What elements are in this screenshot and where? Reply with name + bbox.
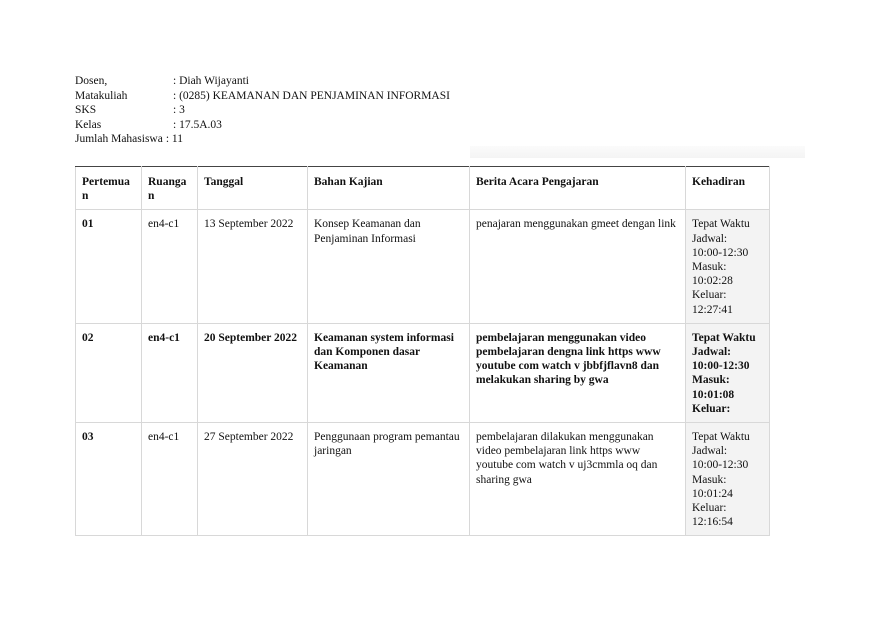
- table-row: [76, 423, 770, 536]
- berita-acara-cell: pembelajaran menggunakan video pembelajaran dengna link https www youtube com watch v jbbfjflavn8 dan melakukan sharing by gwa: [470, 323, 686, 422]
- tanggal-cell: 20 September 2022: [198, 323, 308, 422]
- tanggal-cell: 27 September 2022: [198, 423, 308, 536]
- kelas-label: Kelas: [75, 118, 102, 131]
- kelas-row: [75, 118, 450, 133]
- kehadiran-cell: [686, 210, 770, 323]
- tanggal-cell: 13 September 2022: [198, 210, 308, 323]
- kehadiran-cell: [686, 323, 770, 422]
- matakuliah-value: : (0285) KEAMANAN DAN PENJAMINAN INFORMASI: [173, 89, 450, 102]
- dosen-row: [75, 74, 450, 89]
- kehadiran-keluar-value: 12:27:41: [692, 303, 733, 316]
- bahan-kajian-cell: Keamanan system informasi dan Komponen dasar Keamanan: [308, 323, 470, 422]
- kehadiran-keluar-label: Keluar:: [692, 402, 731, 415]
- berita-acara-cell: penajaran menggunakan gmeet dengan link: [470, 210, 686, 323]
- matakuliah-row: [75, 89, 450, 104]
- bahan-kajian-cell: Penggunaan program pemantau jaringan: [308, 423, 470, 536]
- kehadiran-jadwal-value: 10:00-12:30: [692, 246, 749, 259]
- column-header-berita-acara: Berita Acara Pengajaran: [470, 167, 686, 210]
- column-header-tanggal: Tanggal: [198, 167, 308, 210]
- kehadiran-keluar-label: Keluar:: [692, 502, 727, 515]
- ruangan-cell: en4-c1: [142, 210, 198, 323]
- attendance-table: [75, 166, 770, 536]
- kelas-value: : 17.5A.03: [173, 118, 222, 131]
- berita-acara-cell: pembelajaran dilakukan menggunakan video pembelajaran link https www youtube com watch v uj3cmmla oq dan sharing gwa: [470, 423, 686, 536]
- kehadiran-keluar-value: 12:16:54: [692, 516, 733, 529]
- kehadiran-status: Tepat Waktu: [692, 331, 756, 344]
- table-row: [76, 323, 770, 422]
- matakuliah-label: Matakuliah: [75, 89, 128, 102]
- pertemuan-cell: 03: [76, 423, 142, 536]
- column-header-ruangan: Ruangan: [142, 167, 198, 210]
- kehadiran-masuk-label: Masuk:: [692, 374, 730, 387]
- kehadiran-jadwal-value: 10:00-12:30: [692, 459, 749, 472]
- course-info-header: [75, 74, 450, 147]
- dosen-label: Dosen,: [75, 75, 108, 87]
- pertemuan-cell: 02: [76, 323, 142, 422]
- kehadiran-jadwal-value: 10:00-12:30: [692, 360, 750, 373]
- column-header-pertemuan: Pertemuan: [76, 167, 142, 210]
- column-header-bahan-kajian: Bahan Kajian: [308, 167, 470, 210]
- pertemuan-cell: 01: [76, 210, 142, 323]
- kehadiran-masuk-value: 10:01:24: [692, 487, 733, 500]
- kehadiran-jadwal-label: Jadwal:: [692, 346, 731, 359]
- kehadiran-cell: [686, 423, 770, 536]
- kehadiran-masuk-label: Masuk:: [692, 473, 727, 486]
- decorative-shadow: [470, 146, 805, 158]
- sks-value: : 3: [173, 104, 185, 116]
- jumlah-mahasiswa-label: Jumlah Mahasiswa: [75, 133, 163, 145]
- jumlah-mahasiswa-row: [75, 132, 450, 147]
- sks-label: SKS: [75, 104, 97, 116]
- kehadiran-jadwal-label: Jadwal:: [692, 445, 728, 458]
- ruangan-cell: en4-c1: [142, 323, 198, 422]
- column-header-kehadiran: Kehadiran: [686, 167, 770, 210]
- jumlah-mahasiswa-value: : 11: [165, 133, 183, 145]
- kehadiran-masuk-value: 10:01:08: [692, 388, 735, 401]
- kehadiran-masuk-value: 10:02:28: [692, 275, 733, 288]
- kehadiran-jadwal-label: Jadwal:: [692, 232, 728, 245]
- kehadiran-keluar-label: Keluar:: [692, 289, 727, 302]
- table-row: [76, 210, 770, 323]
- bahan-kajian-cell: Konsep Keamanan dan Penjaminan Informasi: [308, 210, 470, 323]
- kehadiran-status: Tepat Waktu: [692, 218, 750, 231]
- sks-row: [75, 103, 450, 118]
- dosen-value: : Diah Wijayanti: [173, 75, 249, 87]
- kehadiran-masuk-label: Masuk:: [692, 261, 727, 274]
- kehadiran-status: Tepat Waktu: [692, 431, 750, 444]
- table-header-row: [76, 167, 770, 210]
- ruangan-cell: en4-c1: [142, 423, 198, 536]
